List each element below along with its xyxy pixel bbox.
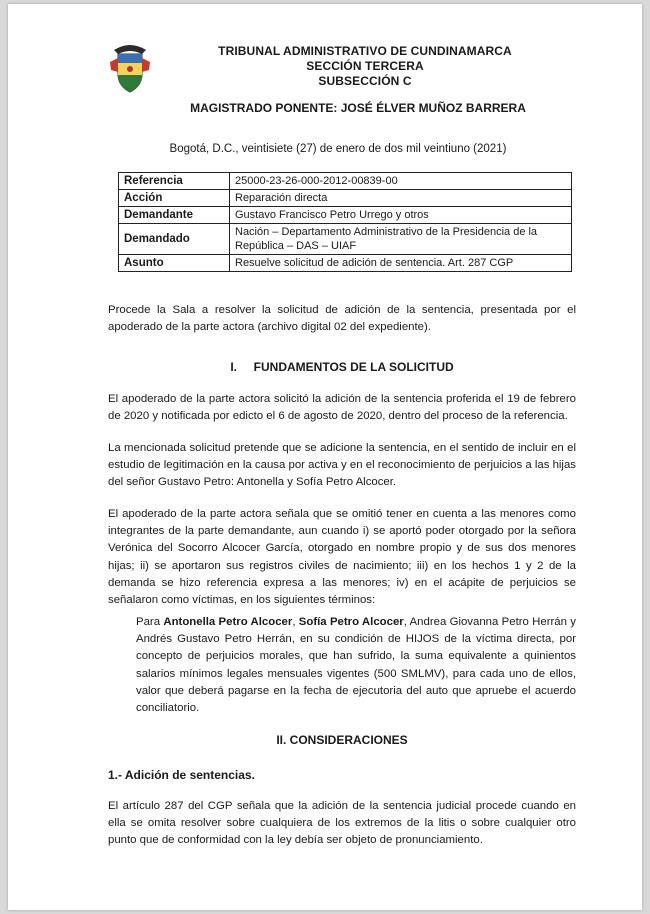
section-name: SECCIÓN TERCERA (306, 59, 424, 73)
section-title-fundamentos: I. FUNDAMENTOS DE LA SOLICITUD (230, 360, 454, 374)
subsection-name: SUBSECCIÓN C (318, 74, 412, 88)
row-value: Nación – Departamento Administrativo de la Presidencia de la República – DAS – UIAF (230, 224, 572, 255)
magistrate-line: MAGISTRADO PONENTE: JOSÉ ÉLVER MUÑOZ BARRERA (190, 101, 526, 115)
row-label: Asunto (119, 255, 230, 272)
row-label: Demandado (119, 224, 230, 255)
paragraph-1: El apoderado de la parte actora solicitó la adición de la sentencia proferida el 19 de febrero de 2020 y notificada por edicto el 6 de agosto de 2020, dentro del proceso de la referencia. (108, 393, 576, 423)
subsection-title: 1.- Adición de sentencias. (108, 768, 255, 782)
quote-lead: Para (136, 616, 164, 628)
intro-paragraph: Procede la Sala a resolver la solicitud de adición de la sentencia, presentada por el apoderado de la parte actora (archivo digital 02 del expediente). (108, 304, 576, 334)
row-value: Resuelve solicitud de adición de sentencia. Art. 287 CGP (230, 255, 572, 272)
row-value: 25000-23-26-000-2012-00839-00 (230, 173, 572, 190)
row-value: Gustavo Francisco Petro Urrego y otros (230, 207, 572, 224)
quote-name-1: Antonella Petro Alcocer (163, 616, 293, 628)
quoted-paragraph (136, 614, 576, 717)
table-row (119, 173, 572, 190)
reference-table (118, 172, 572, 272)
court-name: TRIBUNAL ADMINISTRATIVO DE CUNDINAMARCA (218, 44, 512, 58)
paragraph-4: El artículo 287 del CGP señala que la adición de la sentencia judicial procede cuando en ella se omita resolver sobre cualquiera de los extremos de la litis o sobre cualquier otro punto que de conformidad con la ley debía ser objeto de pronunciamiento. (108, 800, 576, 847)
table-row (119, 224, 572, 255)
row-label: Demandante (119, 207, 230, 224)
document-page (8, 4, 642, 910)
paragraph-3: El apoderado de la parte actora señala que se omitió tener en cuenta a las menores como integrantes de la parte demandante, aun cuando i) se aportó poder otorgado por la señora Verónica del Socorro Alcocer García, otorgado en nombre propio y de sus dos menores hijas; ii) se aportaron sus registros civiles de nacimiento; iii) en los hechos 1 y 2 de la demanda se hizo referencia expresa a las menores; iv) en el acápite de perjuicios se señalaron como víctimas, en los siguientes términos: (108, 508, 576, 607)
quote-sep: , (292, 616, 299, 628)
row-label: Referencia (119, 173, 230, 190)
paragraph-2: La mencionada solicitud pretende que se adicione la sentencia, en el sentido de incluir en el estudio de legitimación en la causa por activa y en el reconocimiento de perjuicios a las hijas del señor Gustavo Petro: Antonella y Sofía Petro Alcocer. (108, 442, 576, 489)
quote-name-2: Sofía Petro Alcocer (298, 616, 404, 628)
row-value: Reparación directa (230, 190, 572, 207)
quote-rest: , Andrea Giovanna Petro Herrán y Andrés Gustavo Petro Herrán, en su condición de HIJOS de la víctima directa, por concepto de perjuicios morales, que han sufrido, la suma equivalente a quinientos salarios mínimos legales mensuales vigentes (500 SMLMV), para cada uno de ellos, valor que deberá pagarse en la fecha de ejecutoria del auto que apruebe el acuerdo conciliatorio. (136, 616, 576, 715)
section-title-consideraciones: II. CONSIDERACIONES (276, 733, 408, 747)
row-label: Acción (119, 190, 230, 207)
table-row (119, 255, 572, 272)
document-date: Bogotá, D.C., veintisiete (27) de enero de dos mil veintiuno (2021) (169, 143, 507, 155)
table-row (119, 207, 572, 224)
table-row (119, 190, 572, 207)
coat-of-arms-icon (108, 42, 152, 94)
